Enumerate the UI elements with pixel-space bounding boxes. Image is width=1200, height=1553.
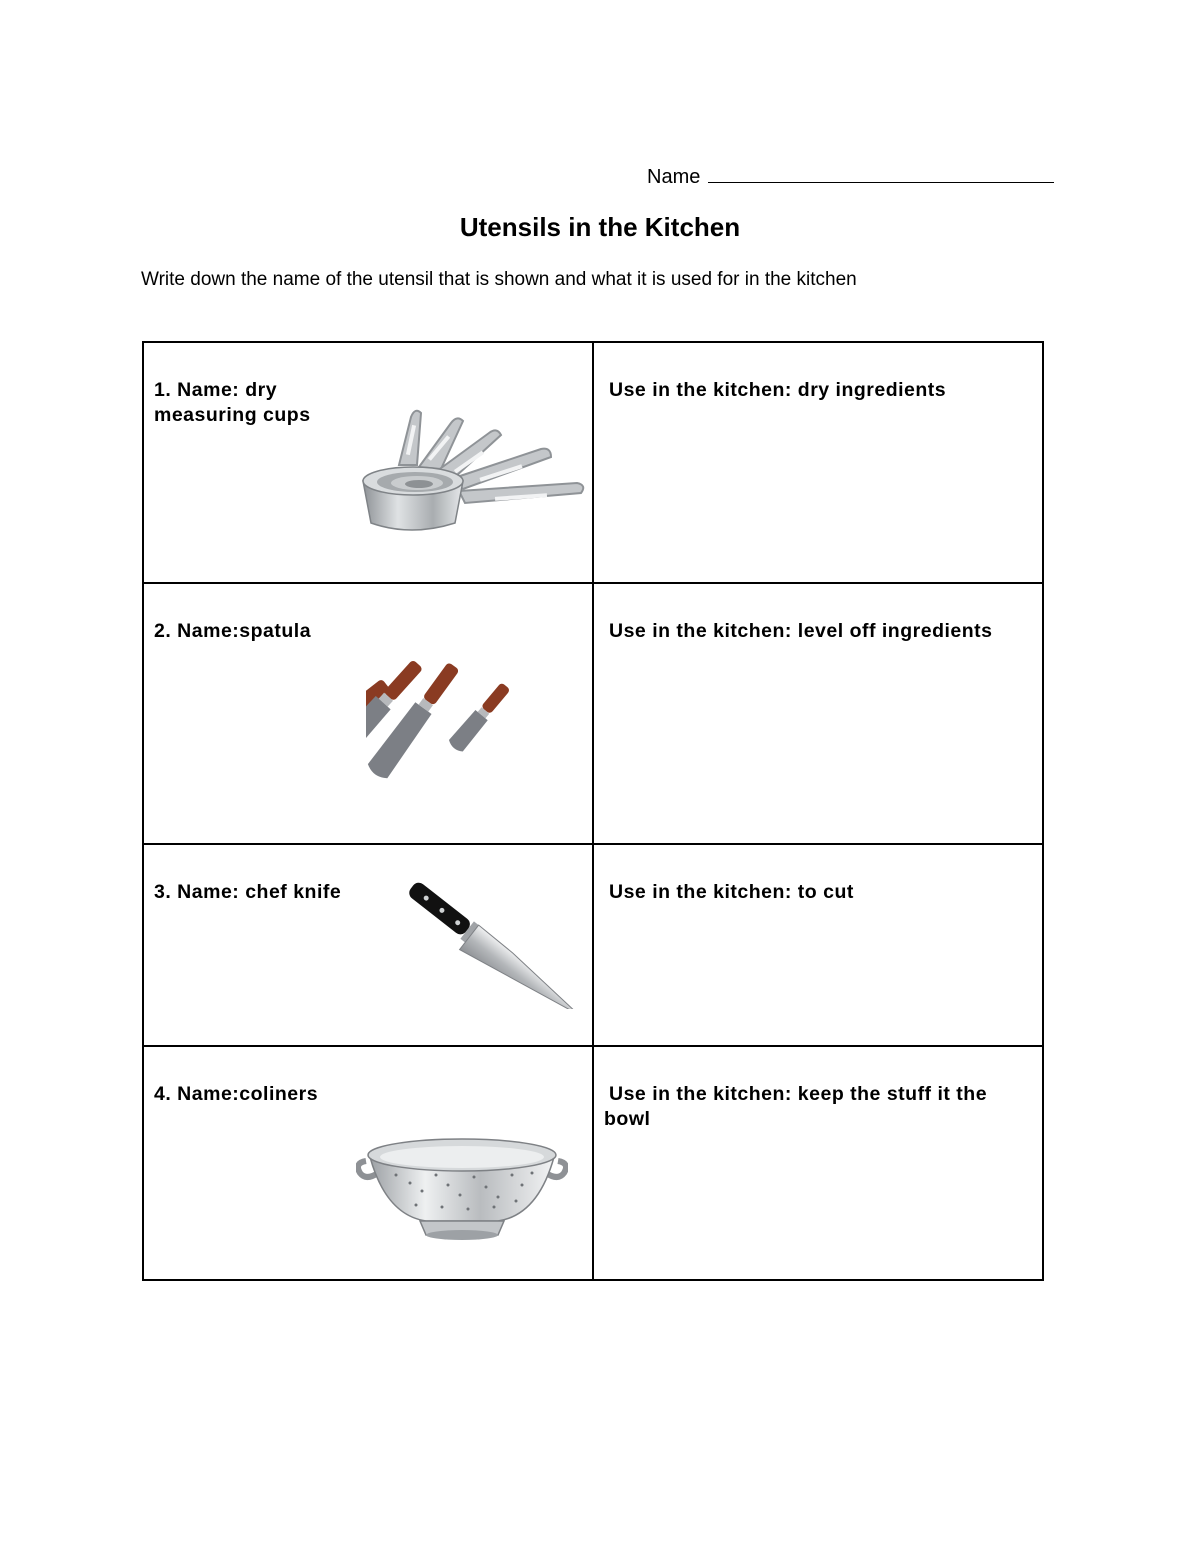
utensil-table — [142, 341, 1044, 1281]
use-cell[interactable] — [593, 1046, 1043, 1280]
utensil-name: 4. Name:coliners — [154, 1083, 319, 1105]
utensil-name: 1. Name: dry measuring cups — [154, 379, 311, 426]
name-cell[interactable] — [143, 1046, 593, 1280]
name-label: Name — [647, 166, 701, 188]
spatula-icon — [366, 658, 556, 808]
name-cell[interactable] — [143, 583, 593, 844]
instructions: Write down the name of the utensil that is shown and what it is used for in the kitchen — [141, 269, 857, 290]
utensil-use: Use in the kitchen: dry ingredients — [609, 379, 947, 401]
use-cell[interactable] — [593, 583, 1043, 844]
table-row — [143, 342, 1043, 583]
name-blank-line[interactable] — [708, 168, 1054, 183]
colander-icon — [356, 1125, 568, 1243]
chef-knife-icon — [402, 881, 582, 1009]
utensil-use: Use in the kitchen: keep the stuff it the bowl — [604, 1083, 988, 1130]
name-field[interactable] — [647, 166, 1054, 189]
utensil-name: 3. Name: chef knife — [154, 881, 342, 903]
use-cell[interactable] — [593, 342, 1043, 583]
name-cell[interactable] — [143, 342, 593, 583]
page-title: Utensils in the Kitchen — [459, 212, 741, 242]
table-row — [143, 1046, 1043, 1280]
table-row — [143, 583, 1043, 844]
name-cell[interactable] — [143, 844, 593, 1046]
utensil-use: Use in the kitchen: to cut — [609, 881, 854, 903]
measuring-cups-icon — [359, 405, 589, 535]
use-cell[interactable] — [593, 844, 1043, 1046]
utensil-use: Use in the kitchen: level off ingredients — [609, 620, 993, 642]
table-row — [143, 844, 1043, 1046]
utensil-name: 2. Name:spatula — [154, 620, 312, 642]
